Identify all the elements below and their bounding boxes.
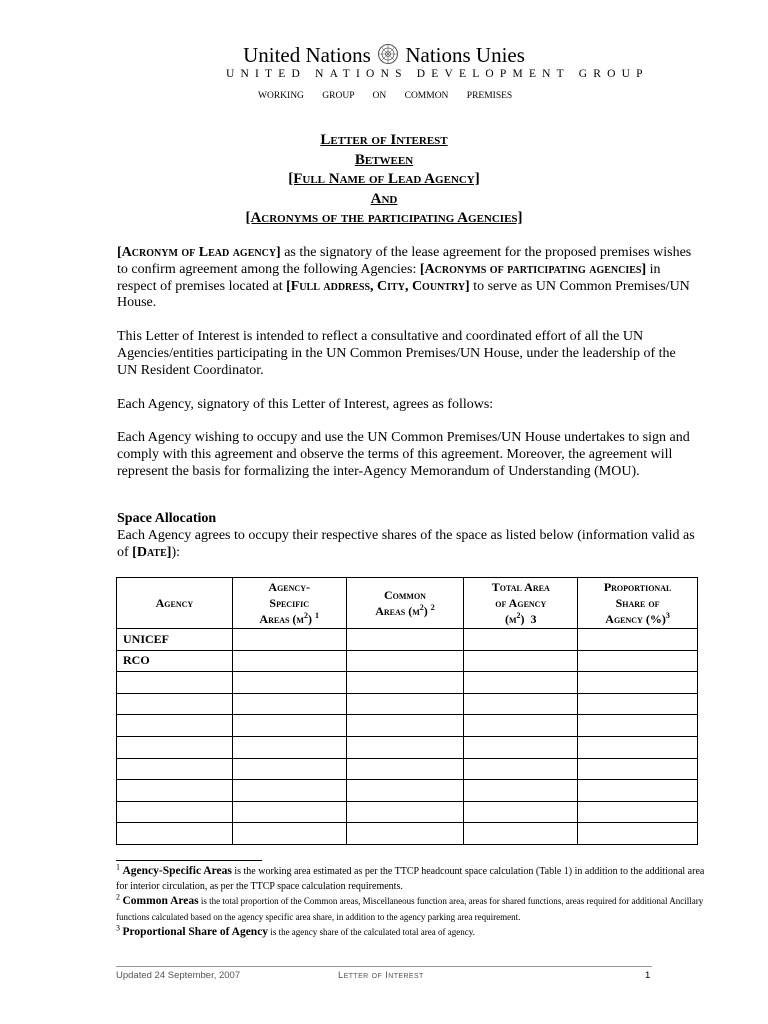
col-header-agency-specific: Agency- Specific Areas $(m^2)$ $^1$	[232, 578, 346, 629]
cell	[578, 629, 698, 651]
placeholder-lead-agency: [Acronym of Lead agency]	[117, 245, 281, 260]
page-number: 1	[645, 970, 651, 981]
table-row	[117, 693, 698, 715]
cell	[346, 823, 464, 845]
org-name-en: United Nations	[243, 43, 371, 67]
table-row	[117, 629, 698, 651]
cell	[346, 693, 464, 715]
cell	[464, 650, 578, 672]
cell	[578, 823, 698, 845]
cell	[232, 650, 346, 672]
col-header-agency: Agency	[117, 578, 233, 629]
space-allocation-text-1: Each Agency agrees to occupy their respective shares of the space as listed below (information valid as of	[117, 527, 695, 560]
cell	[464, 715, 578, 737]
cell	[232, 672, 346, 694]
cell-agency	[117, 758, 233, 780]
cell	[464, 758, 578, 780]
cell	[464, 823, 578, 845]
cell	[578, 736, 698, 758]
cell-agency	[117, 801, 233, 823]
cell	[346, 629, 464, 651]
working-group-name: WORKING GROUP ON COMMON PREMISES	[258, 91, 513, 101]
footer-divider	[116, 966, 652, 967]
cell	[232, 693, 346, 715]
paragraph-intro-text-2: in respect of premises located at	[117, 261, 661, 294]
footnote-2: $^2$ Common Areas is the total proportion of the Common areas, Miscellaneous function area, areas for shared functions, areas required for additional Ancillary functions calculated based on the agency specific area share, in addition to the agency parking area requirement.	[116, 892, 704, 922]
cell	[578, 715, 698, 737]
cell	[464, 672, 578, 694]
paragraph-obligations: Each Agency wishing to occupy and use the UN Common Premises/UN House undertakes to sign and comply with this agreement and observe the terms of this agreement. Moreover, the agreement will represent the basis for formalizing the inter-Agency Memorandum of Understanding (MOU).	[117, 430, 690, 479]
cell	[232, 629, 346, 651]
document-title	[0, 131, 768, 229]
footer-doc-name: Letter of Interest	[338, 970, 424, 981]
table-row	[117, 715, 698, 737]
cell	[578, 801, 698, 823]
cell	[346, 780, 464, 802]
placeholder-date: [Date]	[132, 544, 172, 560]
table-row	[117, 672, 698, 694]
table-header-row	[117, 578, 698, 629]
footnote-divider	[116, 860, 262, 861]
table-row	[117, 823, 698, 845]
cell	[232, 736, 346, 758]
cell	[578, 650, 698, 672]
cell-agency	[117, 672, 233, 694]
cell-agency	[117, 715, 233, 737]
placeholder-address: [Full address, City, Country]	[286, 278, 470, 294]
paragraph-agreement: Each Agency, signatory of this Letter of Interest, agrees as follows:	[117, 397, 494, 412]
paragraph-intro	[117, 245, 697, 312]
space-allocation-text-2: ):	[171, 544, 180, 560]
section-space-allocation	[117, 511, 697, 561]
title-line-4: And	[370, 190, 398, 207]
space-allocation-text	[117, 528, 697, 562]
cell	[232, 801, 346, 823]
cell-agency	[117, 693, 233, 715]
table-row	[117, 650, 698, 672]
cell-agency: UNICEF	[117, 629, 233, 651]
cell	[464, 693, 578, 715]
cell	[346, 758, 464, 780]
table-row	[117, 801, 698, 823]
space-allocation-table	[116, 577, 698, 845]
cell-agency	[117, 736, 233, 758]
cell	[464, 801, 578, 823]
group-name: UNITED NATIONS DEVELOPMENT GROUP	[226, 68, 649, 80]
section-heading: Space Allocation	[117, 511, 217, 526]
footnotes	[116, 864, 706, 941]
footnote-1: $^1$ Agency-Specific Areas is the working area estimated as per the TTCP headcount space calculation (Table 1) in addition to the additional area for interior circulation, as per the TTCP space calculation requirements.	[116, 862, 705, 892]
col-header-common-areas: Common Areas $(m^2)$ $^2$	[346, 578, 464, 629]
cell	[232, 780, 346, 802]
placeholder-participating-agencies: [Acronyms of participating agencies]	[419, 261, 647, 277]
cell-agency	[117, 780, 233, 802]
footnote-3: $^3$ Proportional Share of Agency is the agency share of the calculated total area of agency.	[116, 924, 475, 939]
cell	[578, 693, 698, 715]
title-line-3: [Full Name of Lead Agency]	[288, 171, 480, 187]
cell	[232, 758, 346, 780]
cell	[232, 715, 346, 737]
cell	[346, 801, 464, 823]
cell-agency: RCO	[117, 650, 233, 672]
cell	[464, 629, 578, 651]
cell	[464, 736, 578, 758]
cell	[578, 780, 698, 802]
table-row	[117, 780, 698, 802]
cell	[578, 758, 698, 780]
col-header-proportional-share: Proportional Share of Agency (%)$^3$	[578, 578, 698, 629]
footer-updated: Updated 24 September, 2007	[116, 970, 241, 981]
cell	[346, 736, 464, 758]
cell	[578, 672, 698, 694]
title-line-1: Letter of Interest	[320, 132, 448, 148]
cell	[346, 715, 464, 737]
un-emblem-icon	[377, 43, 399, 65]
paragraph-intro-text-1: as the signatory of the lease agreement for the proposed premises wishes to confirm agreement among the following Agencies:	[117, 245, 692, 277]
title-line-5: [Acronyms of the participating Agencies]	[245, 210, 523, 226]
cell	[464, 780, 578, 802]
col-header-total-area: Total Area of Agency $(m^2)$ 3	[464, 578, 578, 629]
paragraph-purpose: This Letter of Interest is intended to reflect a consultative and coordinated effort of all the UN Agencies/entities participating in the UN Common Premises/UN House, under the leadership of the UN Resident Coordinator.	[117, 329, 676, 378]
table-row	[117, 736, 698, 758]
title-line-2: Between	[354, 151, 414, 168]
cell	[346, 650, 464, 672]
cell-agency	[117, 823, 233, 845]
cell	[346, 672, 464, 694]
cell	[232, 823, 346, 845]
table-row	[117, 758, 698, 780]
letterhead-title	[0, 42, 768, 68]
paragraph-intro-text-3: to serve as UN Common Premises/UN House.	[117, 278, 690, 311]
org-name-fr: Nations Unies	[405, 43, 525, 67]
